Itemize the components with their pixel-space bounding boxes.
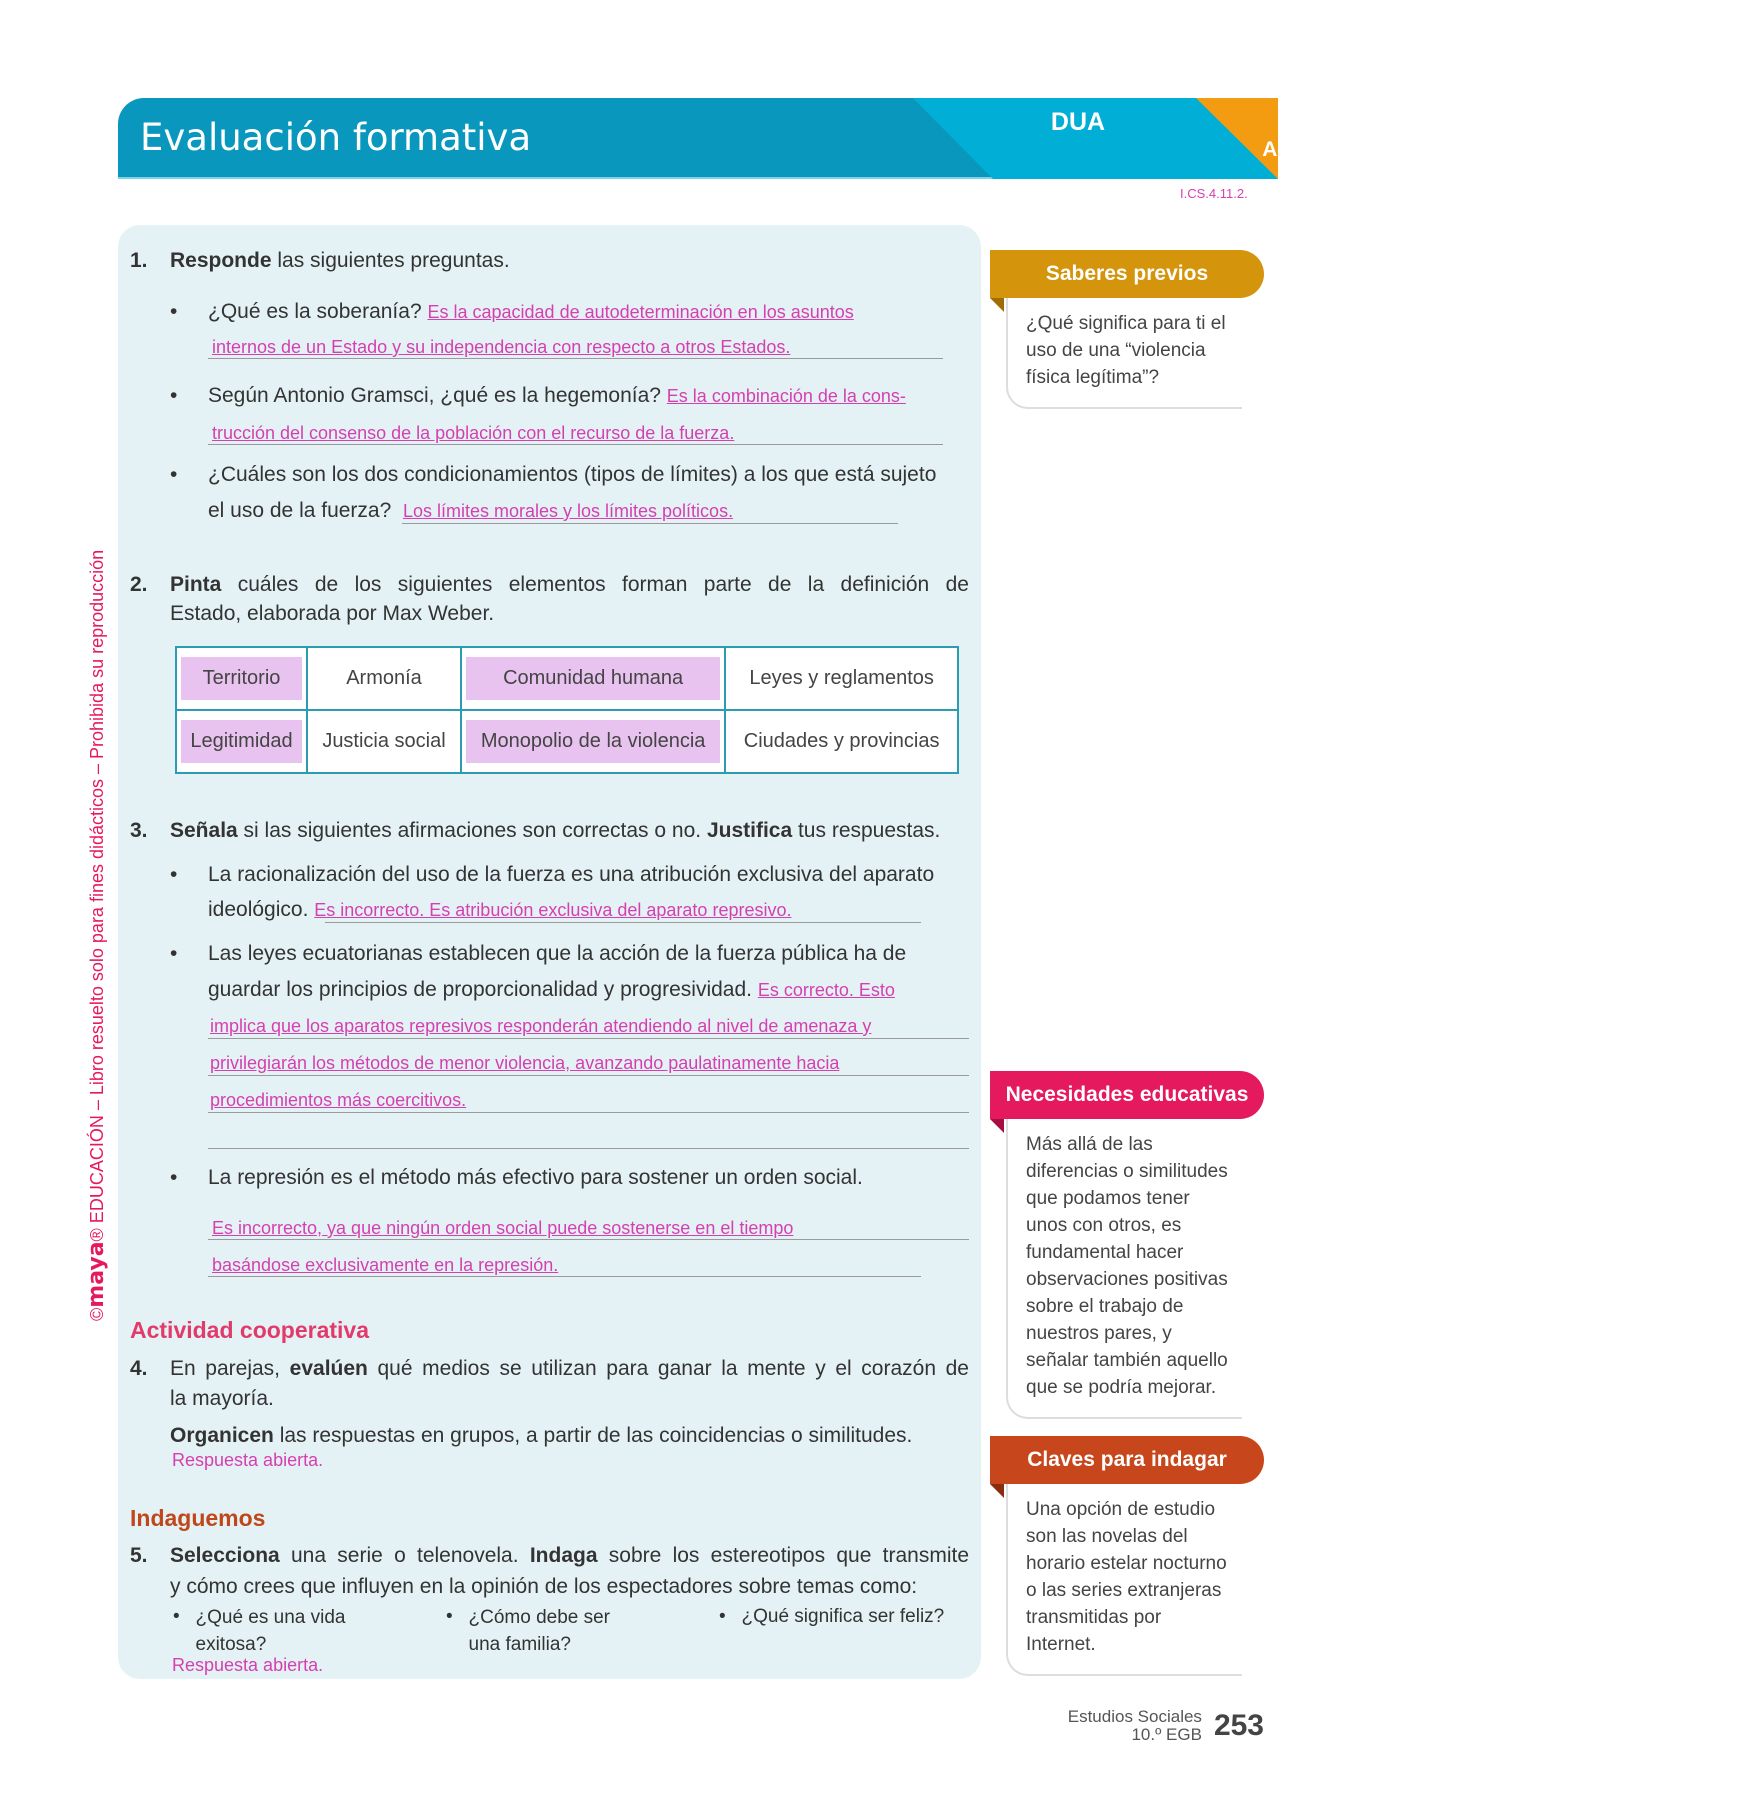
- q1-b2-answer: trucción del consenso de la población con el recurso de la fuerza.: [212, 423, 735, 443]
- q3-b2-answer-3: procedimientos más coercitivos.: [210, 1090, 467, 1110]
- q2-number: 2.: [130, 573, 148, 596]
- q1-b3: ¿Cuáles son los dos condicionamientos (tipos de límites) a los que está sujeto: [208, 463, 937, 486]
- q1-b2: Según Antonio Gramsci, ¿qué es la hegemonía? Es la combinación de la cons-: [208, 384, 906, 407]
- q5-prompt: Selecciona una serie o telenovela. Indaga sobre los estereotipos que transmite: [170, 1544, 969, 1567]
- cell-label: Territorio: [181, 657, 302, 700]
- q3-b1-line2: ideológico. Es incorrecto. Es atribución exclusiva del aparato represivo.: [208, 898, 792, 921]
- page-number: 253: [1213, 1709, 1264, 1742]
- saberes-text: ¿Qué significa para ti el uso de una “violencia física legítima”?: [1006, 298, 1242, 409]
- q3-b1: La racionalización del uso de la fuerza es una atribución exclusiva del aparato: [208, 863, 935, 886]
- cell-label: Leyes y reglamentos: [749, 667, 934, 689]
- q1-b3-line2: el uso de la fuerza? Los límites morales y los límites políticos.: [208, 499, 734, 522]
- dua-subtitle: Acción y expresión: [1262, 138, 1455, 161]
- dua-title: DUA: [1050, 108, 1106, 136]
- subject: Estudios Sociales: [1067, 1707, 1202, 1726]
- section-header: [118, 98, 1455, 179]
- cell-label: Monopolio de la violencia: [466, 720, 720, 763]
- weber-elements-table: [175, 646, 959, 774]
- cooperative-activity-title: Actividad cooperativa: [130, 1317, 370, 1343]
- claves-text: Una opción de estudio son las novelas del horario estelar nocturno o las series extranjeras transmitidas por Internet.: [1006, 1484, 1242, 1676]
- cell-label: Armonía: [346, 667, 422, 689]
- table-cell: [307, 647, 461, 710]
- q5-option: • ¿Qué es una vida exitosa?: [173, 1606, 346, 1655]
- cell-label: Legitimidad: [181, 720, 302, 763]
- bullet: •: [170, 863, 178, 886]
- saberes-header: Saberes previos: [990, 250, 1264, 298]
- q5-number: 5.: [130, 1544, 148, 1567]
- q3-b3-answer: Es incorrecto, ya que ningún orden social puede sostenerse en el tiempo: [212, 1218, 794, 1238]
- table-row: [176, 710, 958, 773]
- table-cell: [176, 710, 307, 773]
- q4-prompt-2: la mayoría.: [170, 1387, 274, 1410]
- bullet: •: [170, 1166, 178, 1189]
- bullet: •: [170, 384, 178, 407]
- q3-b2-answer-2: privilegiarán los métodos de menor violencia, avanzando paulatinamente hacia: [210, 1053, 840, 1073]
- table-cell: [176, 647, 307, 710]
- table-cell: [725, 710, 958, 773]
- q4-number: 4.: [130, 1357, 148, 1380]
- necesidades-text: Más allá de las diferencias o similitudes que podamos tener unos con otros, es fundamental hacer observaciones positivas sobre el trabajo de nuestros pares, y señalar también aquello que se podría mejorar.: [1006, 1119, 1242, 1419]
- q4-prompt: En parejas, evalúen qué medios se utilizan para ganar la mente y el corazón de: [170, 1357, 969, 1380]
- dua-label: [978, 108, 1455, 164]
- q1-b1: ¿Qué es la soberanía? Es la capacidad de autodeterminación en los asuntos: [208, 300, 854, 323]
- sidebar-saberes-previos: [990, 250, 1264, 409]
- necesidades-header: Necesidades educativas: [990, 1071, 1264, 1119]
- q5-option: • ¿Qué significa ser feliz?: [719, 1606, 945, 1627]
- q5-answer: Respuesta abierta.: [172, 1655, 324, 1675]
- table-cell: [461, 710, 725, 773]
- table-cell: [307, 710, 461, 773]
- bullet: •: [170, 300, 178, 323]
- q1-b1-answer: internos de un Estado y su independencia con respecto a otros Estados.: [212, 337, 791, 357]
- cell-label: Comunidad humana: [466, 657, 720, 700]
- q3-b2-line2: guardar los principios de proporcionalidad y progresividad. Es correcto. Esto: [208, 978, 895, 1001]
- cell-label: Justicia social: [322, 730, 446, 752]
- table-row: [176, 647, 958, 710]
- indicator-code: I.CS.4.11.2.: [1180, 186, 1248, 201]
- sidebar-claves: [990, 1436, 1264, 1676]
- q5-prompt-2: y cómo crees que influyen en la opinión de los espectadores sobre temas como:: [170, 1575, 918, 1598]
- q4-answer: Respuesta abierta.: [172, 1450, 324, 1470]
- claves-header: Claves para indagar: [990, 1436, 1264, 1484]
- q2-prompt: Pinta cuáles de los siguientes elementos forman parte de la definición de: [170, 573, 969, 596]
- page-title: Evaluación formativa: [140, 116, 532, 159]
- q2-prompt-2: Estado, elaborada por Max Weber.: [170, 602, 495, 625]
- copyright-watermark: ©maya® EDUCACIÓN – Libro resuelto solo para fines didácticos – Prohibida su reproducción: [84, 549, 109, 1321]
- page-footer: [1068, 1708, 1264, 1744]
- q1-number: 1.: [130, 249, 148, 272]
- q4-organize: Organicen las respuestas en grupos, a partir de las coincidencias o similitudes.: [170, 1424, 913, 1447]
- q3-b3-answer-2: basándose exclusivamente en la represión.: [212, 1255, 559, 1275]
- bullet: •: [170, 463, 178, 486]
- sidebar-necesidades: [990, 1071, 1264, 1419]
- answer: Es la capacidad de autodeterminación en los asuntos: [427, 302, 854, 322]
- q3-number: 3.: [130, 819, 148, 842]
- q1-prompt: Responde las siguientes preguntas.: [170, 249, 510, 272]
- q5-option: • ¿Cómo debe ser una familia?: [446, 1606, 611, 1655]
- q3-b2: Las leyes ecuatorianas establecen que la acción de la fuerza pública ha de: [208, 942, 907, 965]
- table-cell: [461, 647, 725, 710]
- q3-b3: La represión es el método más efectivo para sostener un orden social.: [208, 1166, 863, 1189]
- grade: 10.º EGB: [1131, 1725, 1202, 1744]
- q3-prompt: Señala si las siguientes afirmaciones son correctas o no. Justifica tus respuestas.: [170, 819, 941, 842]
- indaguemos-title: Indaguemos: [130, 1505, 266, 1531]
- table-cell: [725, 647, 958, 710]
- q3-b2-answer: implica que los aparatos represivos responderán atendiendo al nivel de amenaza y: [210, 1016, 872, 1036]
- bullet: •: [170, 942, 178, 965]
- cell-label: Ciudades y provincias: [743, 730, 940, 752]
